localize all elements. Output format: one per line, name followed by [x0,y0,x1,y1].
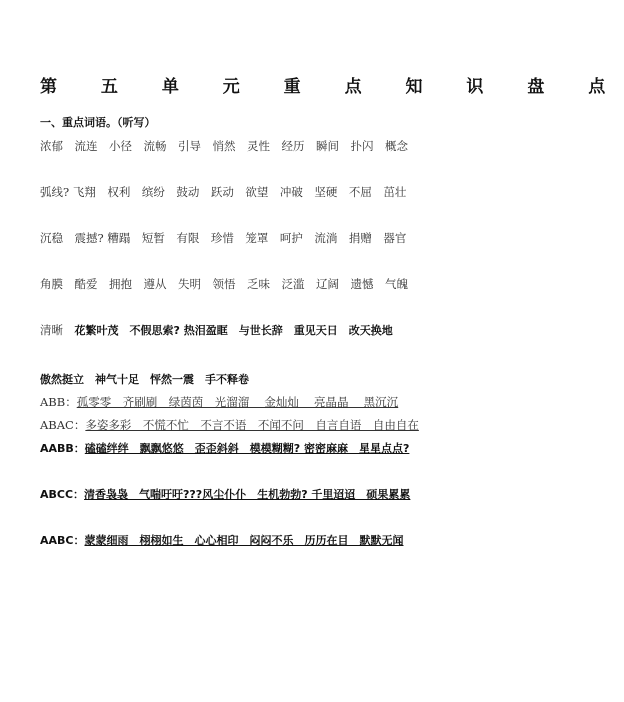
section-heading: 一、重点词语。（听写） [40,116,156,129]
word-row-lead: 清晰 [40,323,63,337]
word-row-text: 沉稳 震撼? 糟蹋 短暂 有限 珍惜 笼罩 呵护 流淌 捐赠 器官 [40,231,407,245]
aabb-words: 磕磕绊绊 飘飘悠悠 歪歪斜斜 模模糊糊? 密密麻麻 星星点点? [84,442,410,455]
word-row-4 [20,273,445,296]
word-row-3 [20,227,445,250]
abcc-words: 清香袅袅 气喘吁吁???风尘仆仆 生机勃勃? 千里迢迢 硕果累累 [84,488,411,501]
word-row-text: 傲然挺立 神气十足 怦然一震 手不释卷 [40,373,249,386]
abac-label: ABAC： [40,418,86,432]
word-row-1 [20,135,445,158]
aabc-words: 蒙蒙细雨 栩栩如生 心心相印 闷闷不乐 历历在目 默默无闻 [84,534,404,547]
word-row-5 [20,319,445,342]
aabc-row [20,529,445,552]
word-row-text: 角膜 酷爱 拥抱 遵从 失明 领悟 乏味 泛滥 辽阔 遗憾 气魄 [40,277,408,291]
abac-row [20,414,445,437]
aabb-label: AABB： [40,442,85,455]
abcc-row [20,483,445,506]
abb-label: ABB： [40,395,77,409]
word-row-2 [20,181,445,204]
word-row-6 [20,368,445,391]
aabc-label: AABC： [40,534,85,547]
abb-row [20,391,445,414]
abac-words: 多姿多彩 不慌不忙 不言不语 不闻不问 自言自语 自由自在 [85,418,419,432]
word-row-text: 浓郁 流连 小径 流畅 引导 悄然 灵性 经历 瞬间 扑闪 概念 [40,139,408,153]
abcc-label: ABCC： [40,488,85,501]
abb-words: 孤零零 齐刷刷 绿茵茵 光溜溜 金灿灿 亮晶晶 黑沉沉 [76,395,399,409]
word-row-bold: 花繁叶茂 不假思索? 热泪盈眶 与世长辞 重见天日 改天换地 [74,324,393,337]
word-row-text: 弧线? 飞翔 权利 缤纷 鼓动 跃动 欲望 冲破 坚硬 不屈 茁壮 [40,185,407,199]
page-title: 第 五 单 元 重 点 知 识 盘 点 [40,77,624,97]
aabb-row [20,437,445,460]
